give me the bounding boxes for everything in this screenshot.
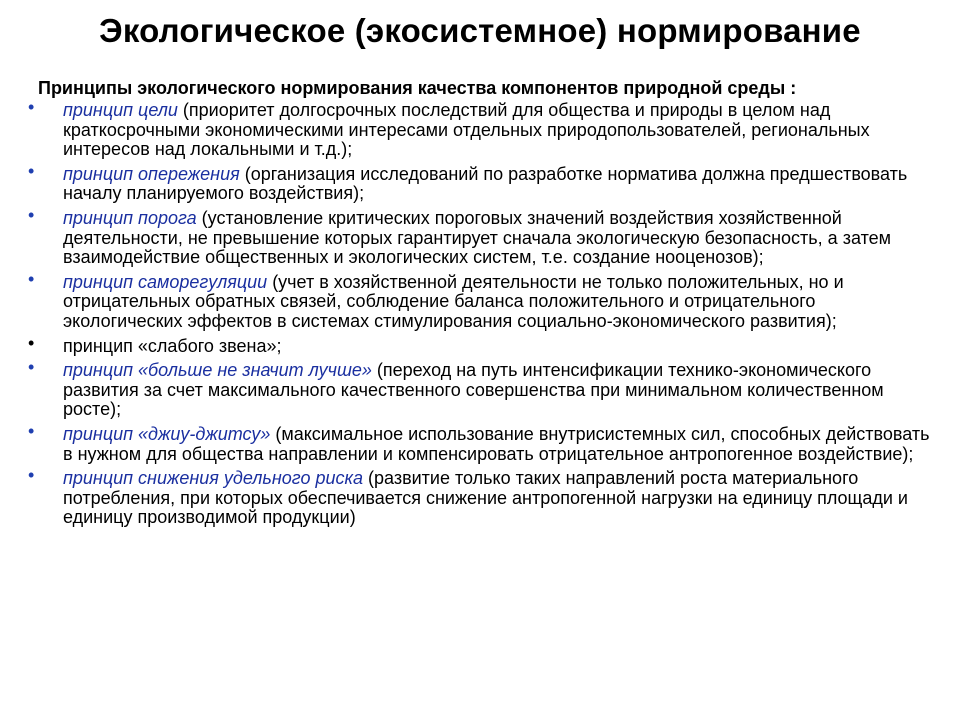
bullet-icon: • bbox=[28, 160, 35, 181]
principle-description: (приоритет долгосрочных последствий для общества и природы в целом над краткосрочными экономическими интересами отдельных природопользователей, региональных интересов над локальными и т.д.); bbox=[63, 100, 870, 160]
slide-title: Экологическое (экосистемное) нормирование bbox=[99, 12, 861, 49]
principle-term: принцип порога bbox=[63, 207, 197, 228]
principle-description: (максимальное использование внутрисистемных сил, способных действовать в нужном для общества направлении и компенсировать отрицательное антропогенное воздействие); bbox=[63, 423, 930, 464]
list-item bbox=[28, 332, 938, 357]
principle-description: (переход на путь интенсификации технико-экономического развития за счет максимального качественного совершенства при минимальном количественном росте); bbox=[63, 360, 884, 420]
principle-description: (учет в хозяйственной деятельности не только положительных, но и отрицательных обратных связей, соблюдение баланса положительного и отрицательного экологических эффектов в системах стимулирования социально-экономического развития); bbox=[63, 271, 844, 331]
principle-term: принцип снижения удельного риска bbox=[63, 468, 363, 489]
principle-description: (установление критических пороговых значений воздействия хозяйственной деятельности, не превышение которых гарантирует сначала экологическую безопасность, а затем взаимодействие общественных и экологических систем, т.е. создание нооценозов); bbox=[63, 207, 891, 268]
principles-list bbox=[28, 97, 938, 533]
list-item bbox=[28, 465, 938, 528]
bullet-icon: • bbox=[28, 204, 35, 225]
slide-subtitle: Принципы экологического нормирования качества компонентов природной среды : bbox=[38, 78, 797, 98]
list-item bbox=[28, 204, 938, 268]
list-item bbox=[28, 160, 938, 204]
principle-term: принцип опережения bbox=[63, 163, 240, 184]
principle-term: принцип «слабого звена»; bbox=[63, 335, 282, 356]
list-item bbox=[28, 357, 938, 420]
bullet-icon: • bbox=[28, 332, 35, 353]
principle-term: принцип цели bbox=[63, 100, 178, 120]
bullet-icon: • bbox=[28, 268, 35, 289]
bullet-icon: • bbox=[28, 465, 35, 486]
principle-term: принцип «больше не значит лучше» bbox=[63, 360, 372, 381]
list-item bbox=[28, 420, 938, 464]
principle-term: принцип «джиу-джитсу» bbox=[63, 423, 271, 444]
list-item bbox=[28, 97, 938, 160]
principle-description: (организация исследований по разработке норматива должна предшествовать началу планируемого воздействия); bbox=[63, 163, 908, 204]
principle-description: (развитие только таких направлений роста материального потребления, при которых обеспечивается снижение антропогенной нагрузки на единицу площади и единицу производимой продукции) bbox=[63, 468, 908, 528]
bullet-icon: • bbox=[28, 420, 35, 441]
bullet-icon: • bbox=[28, 97, 35, 117]
principle-term: принцип саморегуляции bbox=[63, 271, 268, 292]
bullet-icon: • bbox=[28, 357, 35, 378]
list-item bbox=[28, 268, 938, 332]
